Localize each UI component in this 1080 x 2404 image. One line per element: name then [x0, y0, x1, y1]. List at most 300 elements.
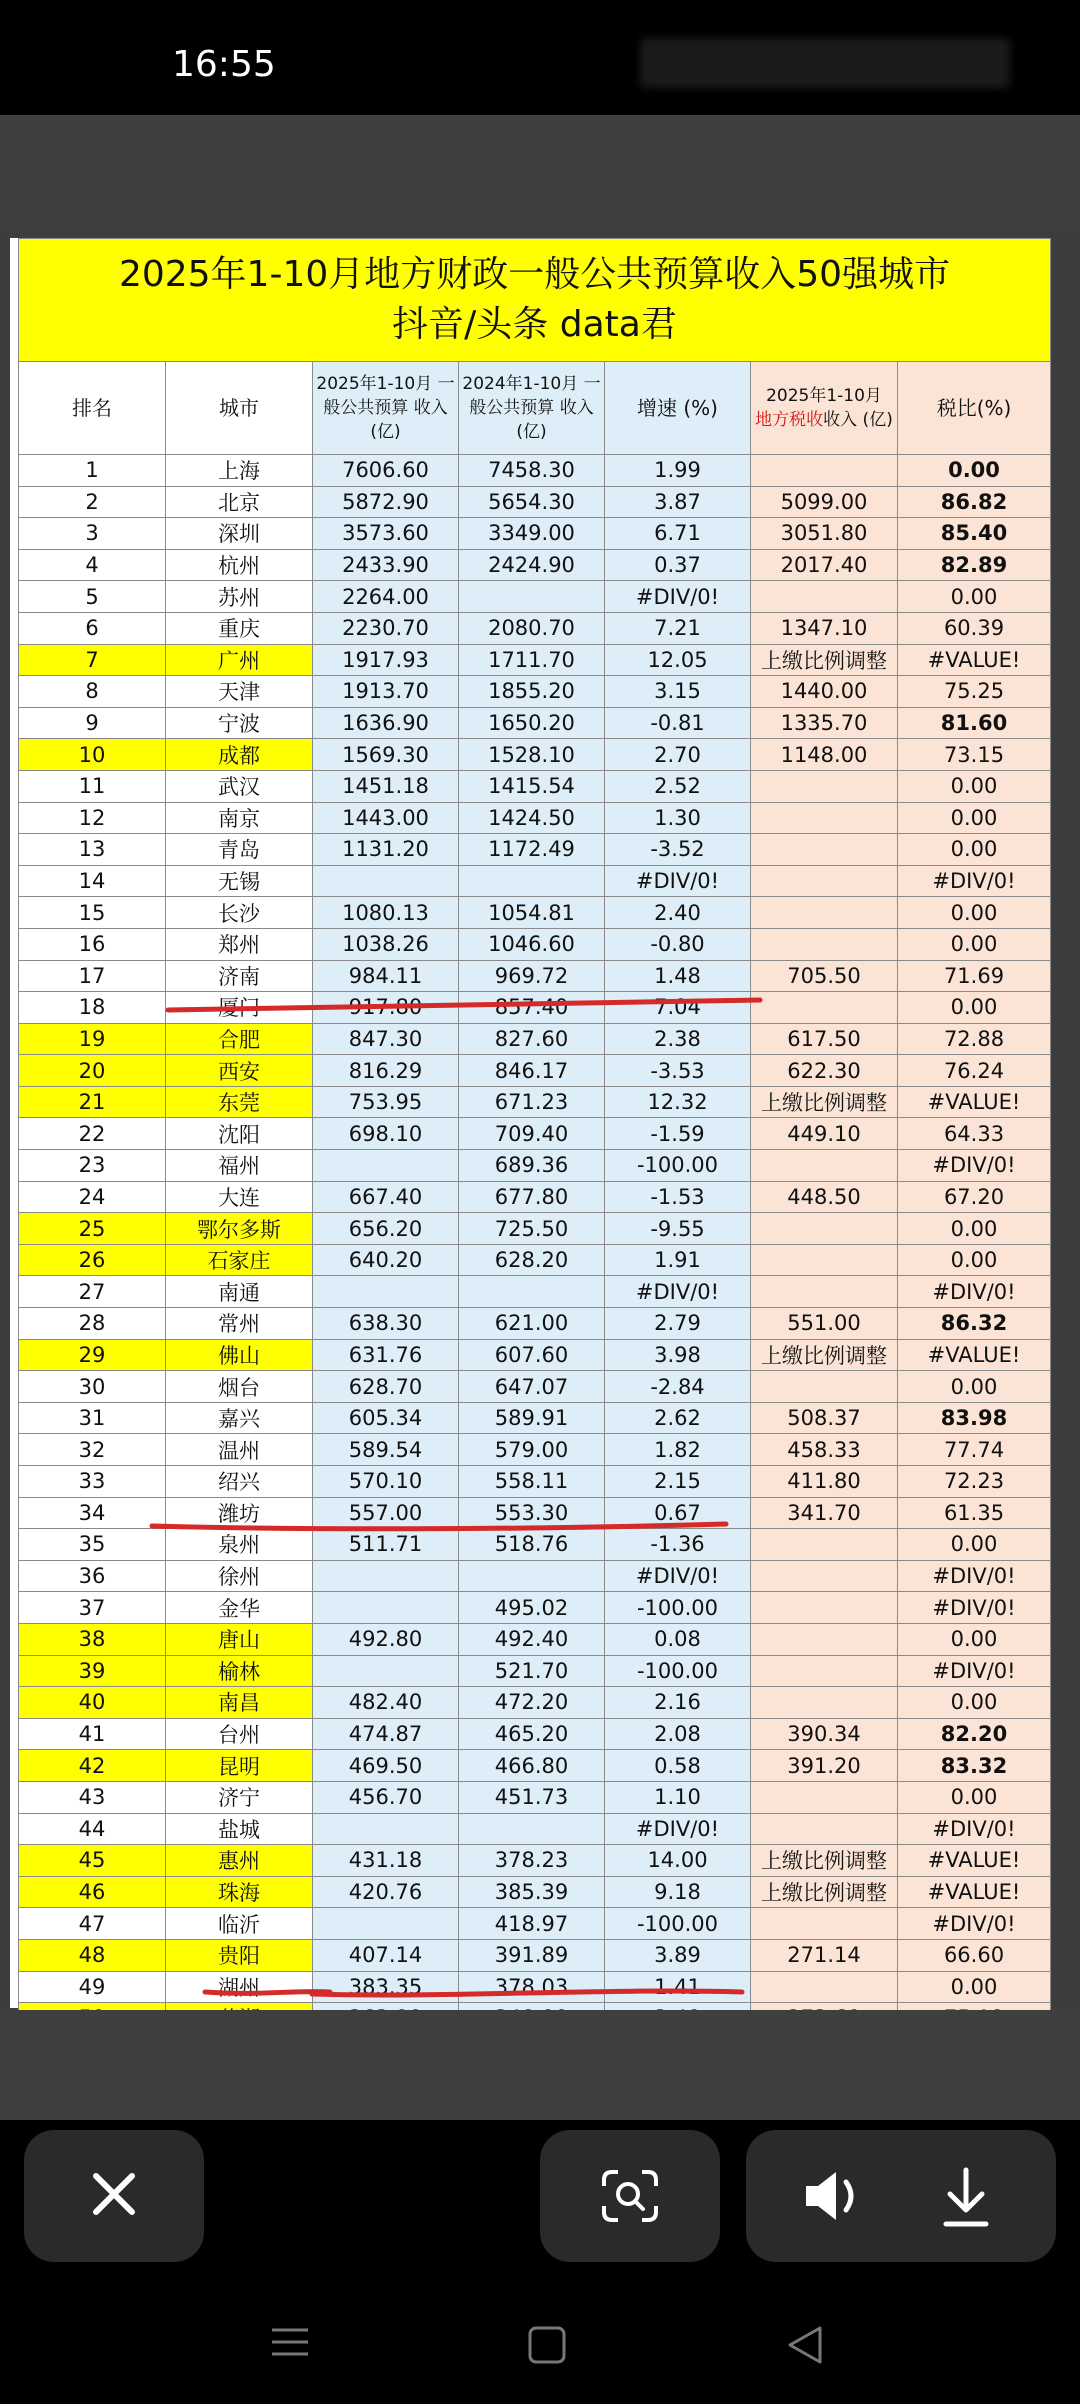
- rank-cell: 13: [19, 834, 166, 866]
- ratio-cell: 0.00: [898, 834, 1051, 866]
- rev2024-cell: 589.91: [459, 1402, 605, 1434]
- rev2025-cell: 1131.20: [313, 834, 459, 866]
- growth-cell: #DIV/0!: [605, 581, 751, 613]
- city-cell: 潍坊: [166, 1497, 313, 1529]
- rev2024-cell: 385.39: [459, 1876, 605, 1908]
- rev2025-cell: [313, 1908, 459, 1940]
- city-cell: 烟台: [166, 1371, 313, 1403]
- ratio-cell: #VALUE!: [898, 1845, 1051, 1877]
- rev2024-cell: 553.30: [459, 1497, 605, 1529]
- tax-cell: 411.80: [751, 1466, 898, 1498]
- city-cell: 长沙: [166, 897, 313, 929]
- ratio-cell: #VALUE!: [898, 644, 1051, 676]
- table-row: [19, 1750, 1051, 1782]
- ratio-cell: #DIV/0!: [898, 1276, 1051, 1308]
- ratio-cell: 71.69: [898, 960, 1051, 992]
- ratio-cell: 61.35: [898, 1497, 1051, 1529]
- tax-cell: 390.34: [751, 1718, 898, 1750]
- city-cell: 珠海: [166, 1876, 313, 1908]
- rank-cell: 24: [19, 1181, 166, 1213]
- rev2024-cell: 621.00: [459, 1308, 605, 1340]
- ratio-cell: #DIV/0!: [898, 865, 1051, 897]
- title-line-1: 2025年1-10月地方财政一般公共预算收入50强城市: [118, 254, 951, 295]
- nav-icons: [0, 2270, 1080, 2400]
- rev2025-cell: 407.14: [313, 1939, 459, 1971]
- rev2024-cell: 628.20: [459, 1244, 605, 1276]
- growth-cell: 0.67: [605, 1497, 751, 1529]
- growth-cell: -1.59: [605, 1118, 751, 1150]
- table-row: [19, 676, 1051, 708]
- tax-cell: 705.50: [751, 960, 898, 992]
- header-tax-red: 地方税收: [755, 410, 824, 430]
- header-tax-post: 收入 (亿): [823, 410, 893, 430]
- recents-icon[interactable]: [272, 2330, 308, 2354]
- table-title: [19, 239, 1051, 362]
- tax-cell: [751, 1371, 898, 1403]
- ratio-cell: 76.24: [898, 1055, 1051, 1087]
- rev2025-cell: 431.18: [313, 1845, 459, 1877]
- rev2025-cell: 1917.93: [313, 644, 459, 676]
- table-row: [19, 1181, 1051, 1213]
- rev2024-cell: 725.50: [459, 1213, 605, 1245]
- ratio-cell: 86.82: [898, 486, 1051, 518]
- back-icon[interactable]: [790, 2328, 820, 2362]
- rev2024-cell: 418.97: [459, 1908, 605, 1940]
- growth-cell: 12.32: [605, 1086, 751, 1118]
- growth-cell: 2.40: [605, 897, 751, 929]
- tax-cell: [751, 581, 898, 613]
- header-tax-pre: 2025年1-10月: [766, 386, 882, 406]
- table-row: [19, 960, 1051, 992]
- ratio-cell: 82.89: [898, 549, 1051, 581]
- rev2024-cell: 495.02: [459, 1592, 605, 1624]
- city-cell: 惠州: [166, 1845, 313, 1877]
- growth-cell: 1.48: [605, 960, 751, 992]
- table-row: [19, 1086, 1051, 1118]
- city-cell: 深圳: [166, 518, 313, 550]
- rank-cell: 48: [19, 1939, 166, 1971]
- table-row: [19, 992, 1051, 1024]
- tax-cell: 508.37: [751, 1402, 898, 1434]
- ratio-cell: 0.00: [898, 928, 1051, 960]
- city-cell: 鄂尔多斯: [166, 1213, 313, 1245]
- table-row: [19, 1055, 1051, 1087]
- ratio-cell: 0.00: [898, 770, 1051, 802]
- city-cell: 石家庄: [166, 1244, 313, 1276]
- rank-cell: 39: [19, 1655, 166, 1687]
- tax-cell: [751, 455, 898, 487]
- rev2024-cell: 1711.70: [459, 644, 605, 676]
- rank-cell: 36: [19, 1560, 166, 1592]
- rev2025-cell: 420.76: [313, 1876, 459, 1908]
- rev2025-cell: 1443.00: [313, 802, 459, 834]
- rank-cell: 49: [19, 1971, 166, 2003]
- growth-cell: -3.52: [605, 834, 751, 866]
- tax-cell: [751, 897, 898, 929]
- city-cell: 南昌: [166, 1687, 313, 1719]
- table-row: [19, 549, 1051, 581]
- growth-cell: 2.08: [605, 1718, 751, 1750]
- table-row: [19, 739, 1051, 771]
- table-row: [19, 1339, 1051, 1371]
- rank-cell: 46: [19, 1876, 166, 1908]
- growth-cell: #DIV/0!: [605, 1560, 751, 1592]
- status-icons-blurred: [640, 38, 1010, 88]
- rank-cell: 35: [19, 1529, 166, 1561]
- header-city: 城市: [166, 362, 313, 455]
- growth-cell: #DIV/0!: [605, 865, 751, 897]
- growth-cell: -0.81: [605, 707, 751, 739]
- city-cell: 郑州: [166, 928, 313, 960]
- table-row: [19, 1308, 1051, 1340]
- rank-cell: 44: [19, 1813, 166, 1845]
- city-cell: 杭州: [166, 549, 313, 581]
- tax-cell: 上缴比例调整: [751, 1845, 898, 1877]
- rev2025-cell: 605.34: [313, 1402, 459, 1434]
- table-row: [19, 1655, 1051, 1687]
- rev2025-cell: 628.70: [313, 1371, 459, 1403]
- rev2025-cell: 511.71: [313, 1529, 459, 1561]
- city-cell: 济南: [166, 960, 313, 992]
- tax-cell: [751, 928, 898, 960]
- rank-cell: 16: [19, 928, 166, 960]
- growth-cell: 2.16: [605, 1687, 751, 1719]
- rank-cell: 34: [19, 1497, 166, 1529]
- growth-cell: 12.05: [605, 644, 751, 676]
- tax-cell: [751, 1150, 898, 1182]
- rank-cell: 38: [19, 1623, 166, 1655]
- rev2025-cell: 2433.90: [313, 549, 459, 581]
- rank-cell: 26: [19, 1244, 166, 1276]
- ratio-cell: 0.00: [898, 1781, 1051, 1813]
- tax-cell: 上缴比例调整: [751, 644, 898, 676]
- table-row: [19, 1813, 1051, 1845]
- ratio-cell: 0.00: [898, 1971, 1051, 2003]
- ratio-cell: 66.60: [898, 1939, 1051, 1971]
- rank-cell: 32: [19, 1434, 166, 1466]
- rev2025-cell: [313, 865, 459, 897]
- table-row: [19, 1876, 1051, 1908]
- growth-cell: 7.04: [605, 992, 751, 1024]
- rev2024-cell: 5654.30: [459, 486, 605, 518]
- city-cell: 天津: [166, 676, 313, 708]
- rank-cell: 30: [19, 1371, 166, 1403]
- ratio-cell: 60.39: [898, 612, 1051, 644]
- rev2024-cell: 579.00: [459, 1434, 605, 1466]
- city-cell: 无锡: [166, 865, 313, 897]
- ratio-cell: #DIV/0!: [898, 1813, 1051, 1845]
- table-row: [19, 1276, 1051, 1308]
- rev2025-cell: 698.10: [313, 1118, 459, 1150]
- city-cell: 北京: [166, 486, 313, 518]
- rev2024-cell: 451.73: [459, 1781, 605, 1813]
- rev2025-cell: 1636.90: [313, 707, 459, 739]
- city-cell: 泉州: [166, 1529, 313, 1561]
- growth-cell: 1.30: [605, 802, 751, 834]
- growth-cell: 0.08: [605, 1623, 751, 1655]
- table-row: [19, 1592, 1051, 1624]
- rev2024-cell: 3349.00: [459, 518, 605, 550]
- home-icon[interactable]: [530, 2328, 564, 2362]
- tax-cell: 551.00: [751, 1308, 898, 1340]
- city-cell: 苏州: [166, 581, 313, 613]
- growth-cell: 1.99: [605, 455, 751, 487]
- table-row: [19, 865, 1051, 897]
- rank-cell: 3: [19, 518, 166, 550]
- rev2024-cell: [459, 865, 605, 897]
- growth-cell: 2.38: [605, 1023, 751, 1055]
- city-cell: 南京: [166, 802, 313, 834]
- rank-cell: 47: [19, 1908, 166, 1940]
- media-controls: [746, 2130, 1056, 2262]
- tax-cell: [751, 1687, 898, 1719]
- ratio-cell: 85.40: [898, 518, 1051, 550]
- tax-cell: [751, 1560, 898, 1592]
- growth-cell: -1.53: [605, 1181, 751, 1213]
- rev2024-cell: [459, 1560, 605, 1592]
- ratio-cell: 0.00: [898, 455, 1051, 487]
- ratio-cell: 0.00: [898, 1623, 1051, 1655]
- table-row: [19, 1781, 1051, 1813]
- ratio-cell: #DIV/0!: [898, 1592, 1051, 1624]
- lens-search-button[interactable]: [540, 2130, 720, 2262]
- rank-cell: 21: [19, 1086, 166, 1118]
- rev2024-cell: 378.23: [459, 1845, 605, 1877]
- table-row: [19, 1908, 1051, 1940]
- rev2025-cell: 1569.30: [313, 739, 459, 771]
- rank-cell: 37: [19, 1592, 166, 1624]
- rev2024-cell: 2424.90: [459, 549, 605, 581]
- city-cell: 济宁: [166, 1781, 313, 1813]
- ratio-cell: #VALUE!: [898, 1086, 1051, 1118]
- ratio-cell: #VALUE!: [898, 1339, 1051, 1371]
- rank-cell: 1: [19, 455, 166, 487]
- tax-cell: 391.20: [751, 1750, 898, 1782]
- rev2024-cell: [459, 581, 605, 613]
- growth-cell: -9.55: [605, 1213, 751, 1245]
- growth-cell: 14.00: [605, 1845, 751, 1877]
- table-row: [19, 928, 1051, 960]
- table-row: [19, 897, 1051, 929]
- growth-cell: 2.62: [605, 1402, 751, 1434]
- growth-cell: 3.98: [605, 1339, 751, 1371]
- table-row: [19, 1434, 1051, 1466]
- city-cell: 盐城: [166, 1813, 313, 1845]
- table-row: [19, 1529, 1051, 1561]
- close-icon: [24, 2130, 204, 2262]
- rev2025-cell: 984.11: [313, 960, 459, 992]
- rev2024-cell: 1054.81: [459, 897, 605, 929]
- city-cell: 台州: [166, 1718, 313, 1750]
- ratio-cell: 0.00: [898, 802, 1051, 834]
- tax-cell: 449.10: [751, 1118, 898, 1150]
- rank-cell: 18: [19, 992, 166, 1024]
- ratio-cell: 75.25: [898, 676, 1051, 708]
- ratio-cell: 83.32: [898, 1750, 1051, 1782]
- rev2025-cell: [313, 1813, 459, 1845]
- rev2025-cell: 1080.13: [313, 897, 459, 929]
- city-cell: 大连: [166, 1181, 313, 1213]
- tax-cell: 上缴比例调整: [751, 1086, 898, 1118]
- rev2024-cell: 689.36: [459, 1150, 605, 1182]
- city-cell: 临沂: [166, 1908, 313, 1940]
- growth-cell: 2.70: [605, 739, 751, 771]
- rev2024-cell: 969.72: [459, 960, 605, 992]
- rev2025-cell: 469.50: [313, 1750, 459, 1782]
- growth-cell: #DIV/0!: [605, 1813, 751, 1845]
- tax-cell: 上缴比例调整: [751, 1339, 898, 1371]
- table-row: [19, 1023, 1051, 1055]
- rev2025-cell: 816.29: [313, 1055, 459, 1087]
- tax-cell: 1440.00: [751, 676, 898, 708]
- rank-cell: 15: [19, 897, 166, 929]
- rev2025-cell: 753.95: [313, 1086, 459, 1118]
- table-row: [19, 1150, 1051, 1182]
- rev2024-cell: 465.20: [459, 1718, 605, 1750]
- rank-cell: 4: [19, 549, 166, 581]
- tax-cell: [751, 1623, 898, 1655]
- growth-cell: 1.10: [605, 1781, 751, 1813]
- growth-cell: 1.82: [605, 1434, 751, 1466]
- rev2025-cell: 667.40: [313, 1181, 459, 1213]
- rev2025-cell: 492.80: [313, 1623, 459, 1655]
- rev2024-cell: 521.70: [459, 1655, 605, 1687]
- city-cell: 佛山: [166, 1339, 313, 1371]
- rev2024-cell: 677.80: [459, 1181, 605, 1213]
- ratio-cell: #DIV/0!: [898, 1908, 1051, 1940]
- rev2025-cell: 2230.70: [313, 612, 459, 644]
- city-cell: 榆林: [166, 1655, 313, 1687]
- tax-cell: 448.50: [751, 1181, 898, 1213]
- table-row: [19, 1371, 1051, 1403]
- ratio-cell: 82.20: [898, 1718, 1051, 1750]
- table-row: [19, 1402, 1051, 1434]
- header-rev2024: 2024年1-10月 一般公共预算 收入(亿): [459, 362, 605, 455]
- viewer-top-area: [0, 115, 1080, 232]
- rank-cell: 7: [19, 644, 166, 676]
- city-cell: 西安: [166, 1055, 313, 1087]
- tax-cell: [751, 1529, 898, 1561]
- rank-cell: 29: [19, 1339, 166, 1371]
- close-button[interactable]: [24, 2130, 204, 2262]
- table-row: [19, 1466, 1051, 1498]
- tax-cell: [751, 1971, 898, 2003]
- tax-cell: [751, 802, 898, 834]
- city-cell: 厦门: [166, 992, 313, 1024]
- rev2024-cell: 2080.70: [459, 612, 605, 644]
- rev2025-cell: 638.30: [313, 1308, 459, 1340]
- city-cell: 重庆: [166, 612, 313, 644]
- city-cell: 成都: [166, 739, 313, 771]
- header-row: [19, 362, 1051, 455]
- rank-cell: 33: [19, 1466, 166, 1498]
- table-row: [19, 1687, 1051, 1719]
- ratio-cell: 0.00: [898, 581, 1051, 613]
- table-row: [19, 1718, 1051, 1750]
- growth-cell: 2.52: [605, 770, 751, 802]
- rev2025-cell: 5872.90: [313, 486, 459, 518]
- growth-cell: 0.58: [605, 1750, 751, 1782]
- rev2024-cell: 1528.10: [459, 739, 605, 771]
- rev2025-cell: 383.35: [313, 1971, 459, 2003]
- rev2025-cell: 656.20: [313, 1213, 459, 1245]
- tax-cell: [751, 1908, 898, 1940]
- tax-cell: 1335.70: [751, 707, 898, 739]
- ratio-cell: 72.88: [898, 1023, 1051, 1055]
- growth-cell: 0.37: [605, 549, 751, 581]
- rev2025-cell: 631.76: [313, 1339, 459, 1371]
- ratio-cell: 64.33: [898, 1118, 1051, 1150]
- rev2025-cell: 456.70: [313, 1781, 459, 1813]
- system-nav-bar: [0, 2270, 1080, 2400]
- ratio-cell: 0.00: [898, 1371, 1051, 1403]
- tax-cell: [751, 865, 898, 897]
- rev2024-cell: 709.40: [459, 1118, 605, 1150]
- growth-cell: -2.84: [605, 1371, 751, 1403]
- tax-cell: [751, 1213, 898, 1245]
- tax-cell: [751, 1781, 898, 1813]
- city-cell: 昆明: [166, 1750, 313, 1782]
- tax-cell: [751, 1276, 898, 1308]
- rev2025-cell: 589.54: [313, 1434, 459, 1466]
- rev2024-cell: 607.60: [459, 1339, 605, 1371]
- city-cell: 贵阳: [166, 1939, 313, 1971]
- rank-cell: 20: [19, 1055, 166, 1087]
- rev2025-cell: 557.00: [313, 1497, 459, 1529]
- title-line-2: 抖音/头条 data君: [392, 304, 677, 345]
- rev2024-cell: 7458.30: [459, 455, 605, 487]
- rev2024-cell: 466.80: [459, 1750, 605, 1782]
- tax-cell: [751, 770, 898, 802]
- ratio-cell: 72.23: [898, 1466, 1051, 1498]
- rank-cell: 8: [19, 676, 166, 708]
- ratio-cell: #DIV/0!: [898, 1655, 1051, 1687]
- header-rank: 排名: [19, 362, 166, 455]
- download-icon[interactable]: [906, 2130, 1026, 2262]
- rev2024-cell: 827.60: [459, 1023, 605, 1055]
- city-cell: 金华: [166, 1592, 313, 1624]
- rev2025-cell: [313, 1592, 459, 1624]
- table-row: [19, 1971, 1051, 2003]
- status-bar: [0, 0, 1080, 115]
- growth-cell: 3.89: [605, 1939, 751, 1971]
- growth-cell: -100.00: [605, 1592, 751, 1624]
- rev2024-cell: 1424.50: [459, 802, 605, 834]
- ratio-cell: 0.00: [898, 1529, 1051, 1561]
- ratio-cell: 67.20: [898, 1181, 1051, 1213]
- ratio-cell: 86.32: [898, 1308, 1051, 1340]
- rank-cell: 12: [19, 802, 166, 834]
- tax-cell: 622.30: [751, 1055, 898, 1087]
- growth-cell: -3.53: [605, 1055, 751, 1087]
- rev2025-cell: 917.80: [313, 992, 459, 1024]
- growth-cell: 2.15: [605, 1466, 751, 1498]
- rev2024-cell: 1650.20: [459, 707, 605, 739]
- rank-cell: 11: [19, 770, 166, 802]
- growth-cell: 7.21: [605, 612, 751, 644]
- rank-cell: 22: [19, 1118, 166, 1150]
- rev2025-cell: 7606.60: [313, 455, 459, 487]
- tax-cell: 1148.00: [751, 739, 898, 771]
- tax-cell: 1347.10: [751, 612, 898, 644]
- rank-cell: 28: [19, 1308, 166, 1340]
- rev2024-cell: 558.11: [459, 1466, 605, 1498]
- growth-cell: #DIV/0!: [605, 1276, 751, 1308]
- growth-cell: -100.00: [605, 1908, 751, 1940]
- rev2024-cell: 472.20: [459, 1687, 605, 1719]
- tax-cell: 617.50: [751, 1023, 898, 1055]
- header-growth: 增速 (%): [605, 362, 751, 455]
